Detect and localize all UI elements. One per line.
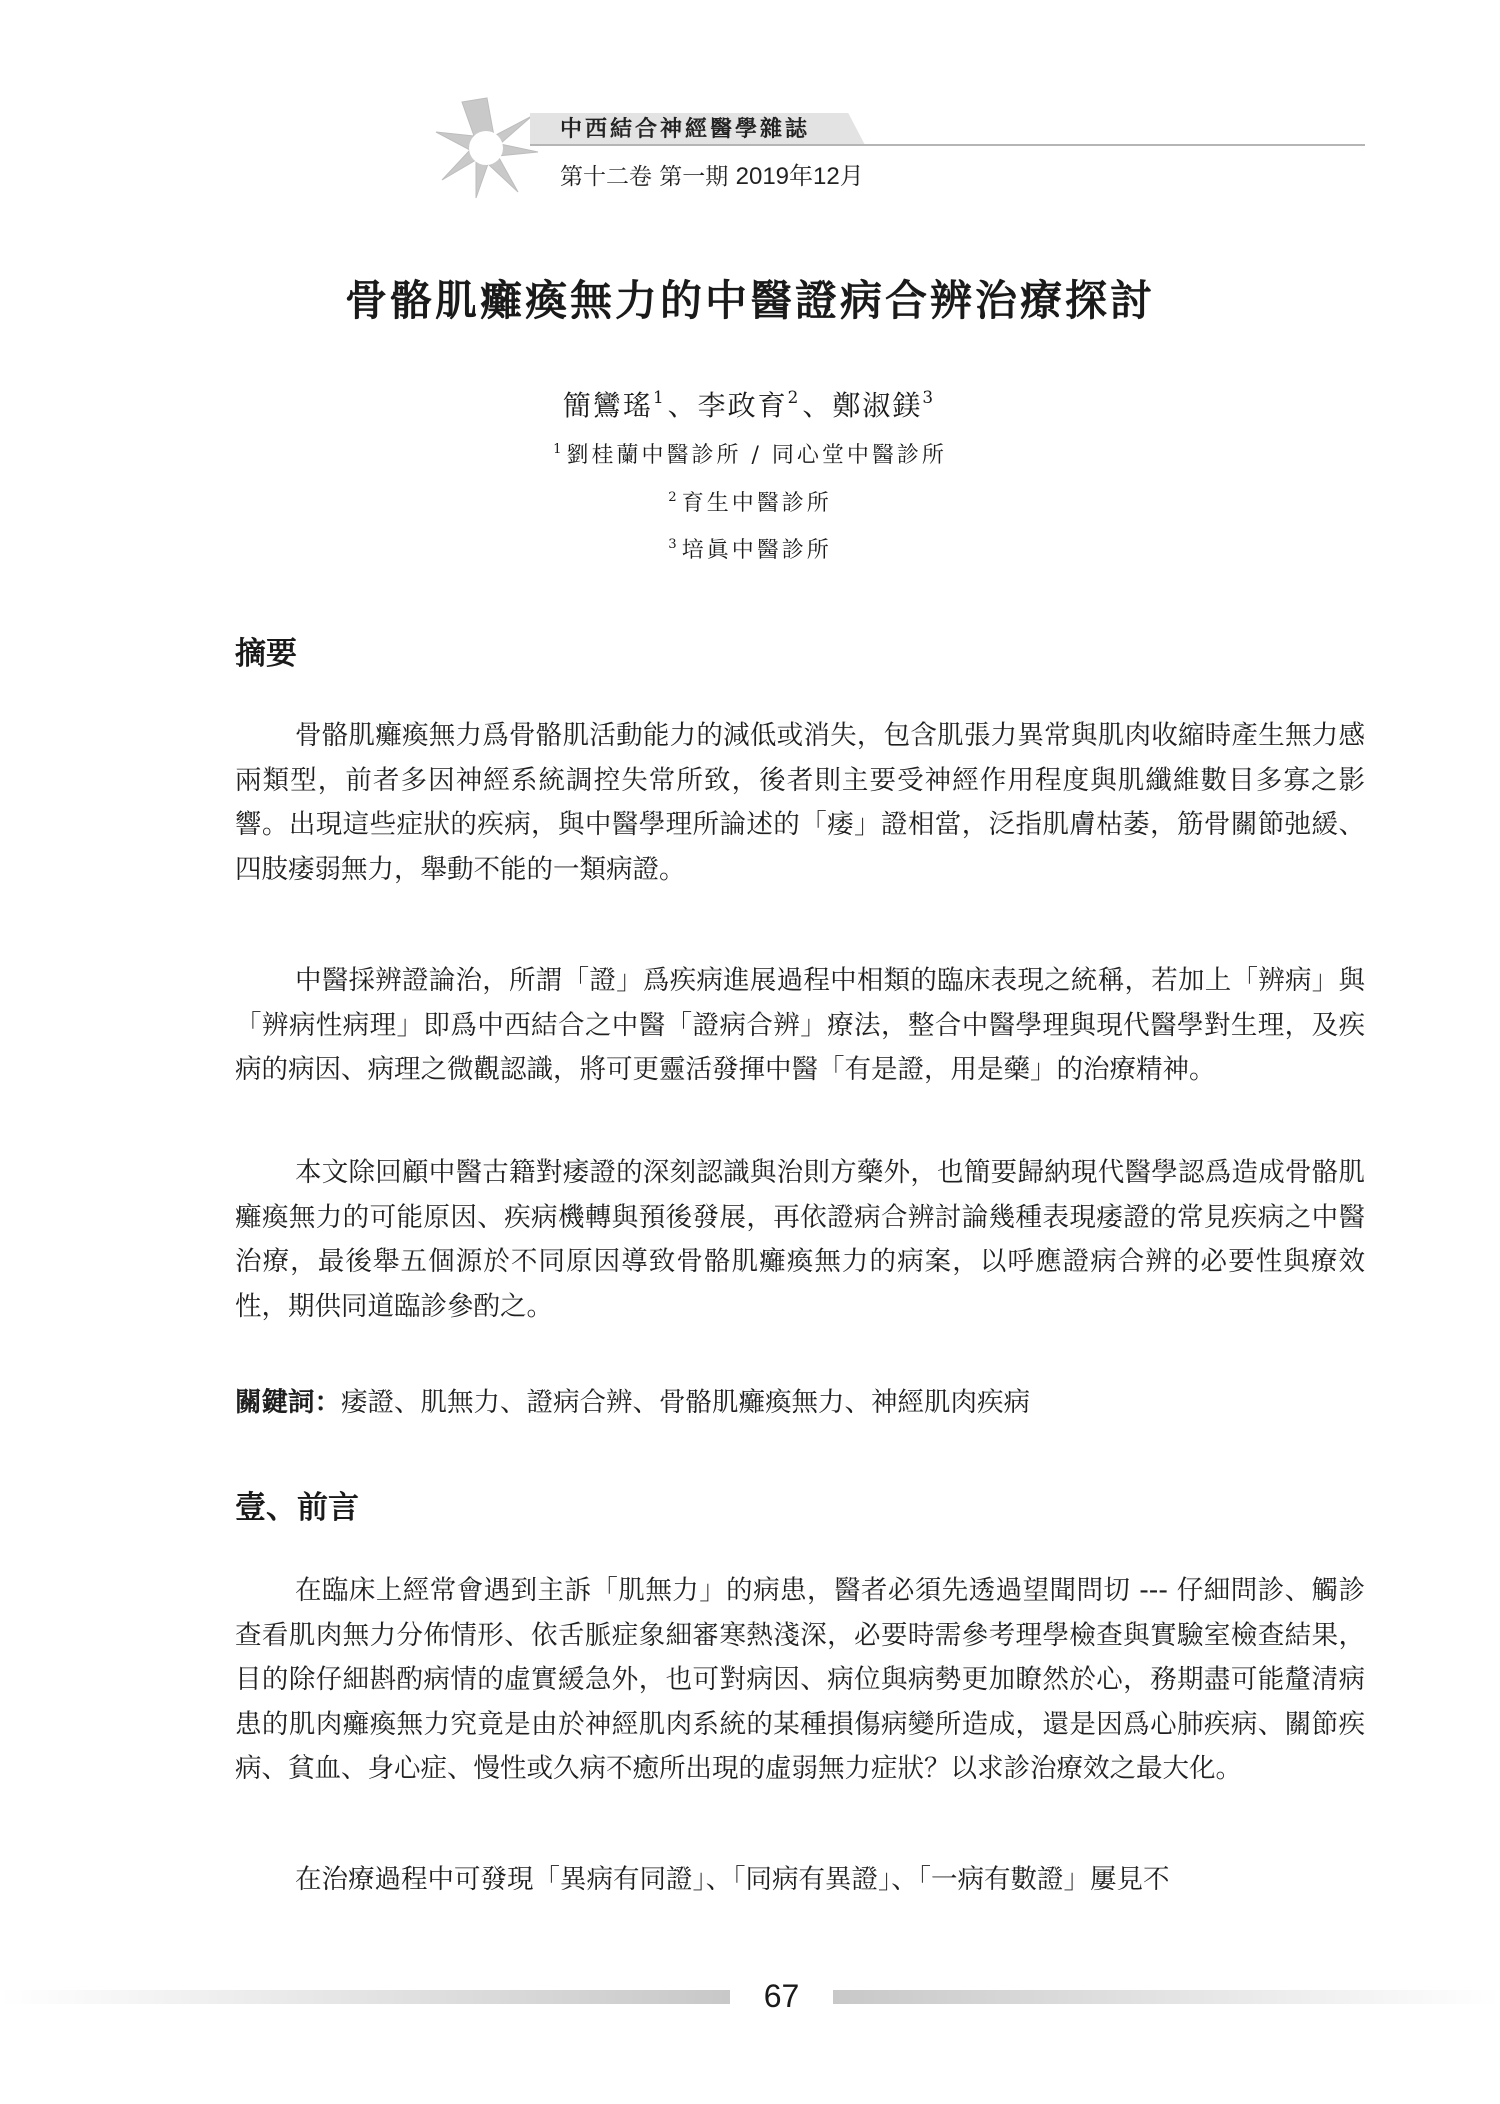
affiliation-superscript: 1 [553, 441, 565, 457]
section-heading: 壹、前言 [235, 1490, 359, 1526]
issue-line [560, 156, 864, 191]
abstract-paragraph: 骨骼肌癱瘓無力爲骨骼肌活動能力的減低或消失，包含肌張力異常與肌肉收縮時產生無力感兩類型，前者多因神經系統調控失常所致，後者則主要受神經作用程度與肌纖維數目多寡之影響。出現這些症狀的疾病，與中醫學理所論述的「痿」證相當，泛指肌膚枯萎，筋骨關節弛緩、四肢痿弱無力，舉動不能的一類病證。 [235, 720, 1365, 885]
header-rule [530, 144, 1365, 146]
keywords [235, 1380, 1030, 1419]
author-separator: 、 [667, 389, 698, 422]
affiliation-text: 培眞中醫診所 [681, 538, 832, 563]
author-list [0, 384, 1500, 424]
abstract-paragraph: 本文除回顧中醫古籍對痿證的深刻認識與治則方藥外，也簡要歸納現代醫學認爲造成骨骼肌癱瘓無力的可能原因、疾病機轉與預後發展，再依證病合辨討論幾種表現痿證的常見疾病之中醫治療，最後舉五個源於不同原因導致骨骼肌癱瘓無力的病案，以呼應證病合辨的必要性與療效性，期供同道臨診參酌之。 [235, 1157, 1365, 1322]
abstract-heading: 摘要 [235, 636, 297, 672]
issue-volume: 第十二卷 第一期 [560, 164, 736, 190]
keywords-text: 痿證、肌無力、證病合辨、骨骼肌癱瘓無力、神經肌肉疾病 [341, 1387, 1030, 1418]
affiliation-text: 劉桂蘭中醫診所 / 同心堂中醫診所 [566, 443, 947, 468]
abstract-paragraph: 中醫採辨證論治，所謂「證」爲疾病進展過程中相類的臨床表現之統稱，若加上「辨病」與「辨病性病理」即爲中西結合之中醫「證病合辨」療法，整合中醫學理與現代醫學對生理，及疾病的病因、病理之微觀認識，將可更靈活發揮中醫「有是證，用是藥」的治療精神。 [235, 965, 1365, 1085]
author-name: 簡鸞瑤 [562, 389, 653, 422]
affiliation-superscript: 3 [668, 536, 680, 552]
paper-title: 骨骼肌癱瘓無力的中醫證病合辨治療探討 [344, 276, 1155, 325]
page-number: 67 [763, 1978, 800, 2014]
author-name: 鄭淑鎂 [832, 389, 923, 422]
affiliation-superscript: 2 [668, 489, 680, 505]
journal-name: 中西結合神經醫學雜誌 [560, 116, 811, 142]
affiliation [0, 533, 1500, 564]
author-superscript: 2 [787, 387, 801, 408]
issue-date: 2019年12月 [735, 163, 864, 190]
journal-star-logo [432, 92, 542, 202]
author-name: 李政育 [697, 389, 788, 422]
keywords-label: 關鍵詞： [235, 1387, 341, 1418]
author-superscript: 3 [922, 387, 936, 408]
footer-bar-left [0, 1990, 730, 2004]
body-paragraph: 在臨床上經常會遇到主訴「肌無力」的病患，醫者必須先透過望聞問切 --- 仔細問診、觸診查看肌肉無力分佈情形、依舌脈症象細審寒熱淺深，必要時需參考理學檢查與實驗室檢查結果，目的除仔細斟酌病情的虛實緩急外，也可對病因、病位與病勢更加瞭然於心，務期盡可能釐清病患的肌肉癱瘓無力究竟是由於神經肌肉系統的某種損傷病變所造成，還是因爲心肺疾病、關節疾病、貧血、身心症、慢性或久病不癒所出現的虛弱無力症狀？以求診治療效之最大化。 [235, 1575, 1365, 1784]
body-paragraph: 在治療過程中可發現「異病有同證」、「同病有異證」、「一病有數證」屢見不 [295, 1864, 1170, 1895]
affiliation [0, 486, 1500, 517]
author-superscript: 1 [652, 387, 666, 408]
footer-bar-right [833, 1990, 1500, 2004]
affiliation-text: 育生中醫診所 [681, 491, 832, 516]
affiliation [0, 438, 1500, 469]
author-separator: 、 [802, 389, 833, 422]
